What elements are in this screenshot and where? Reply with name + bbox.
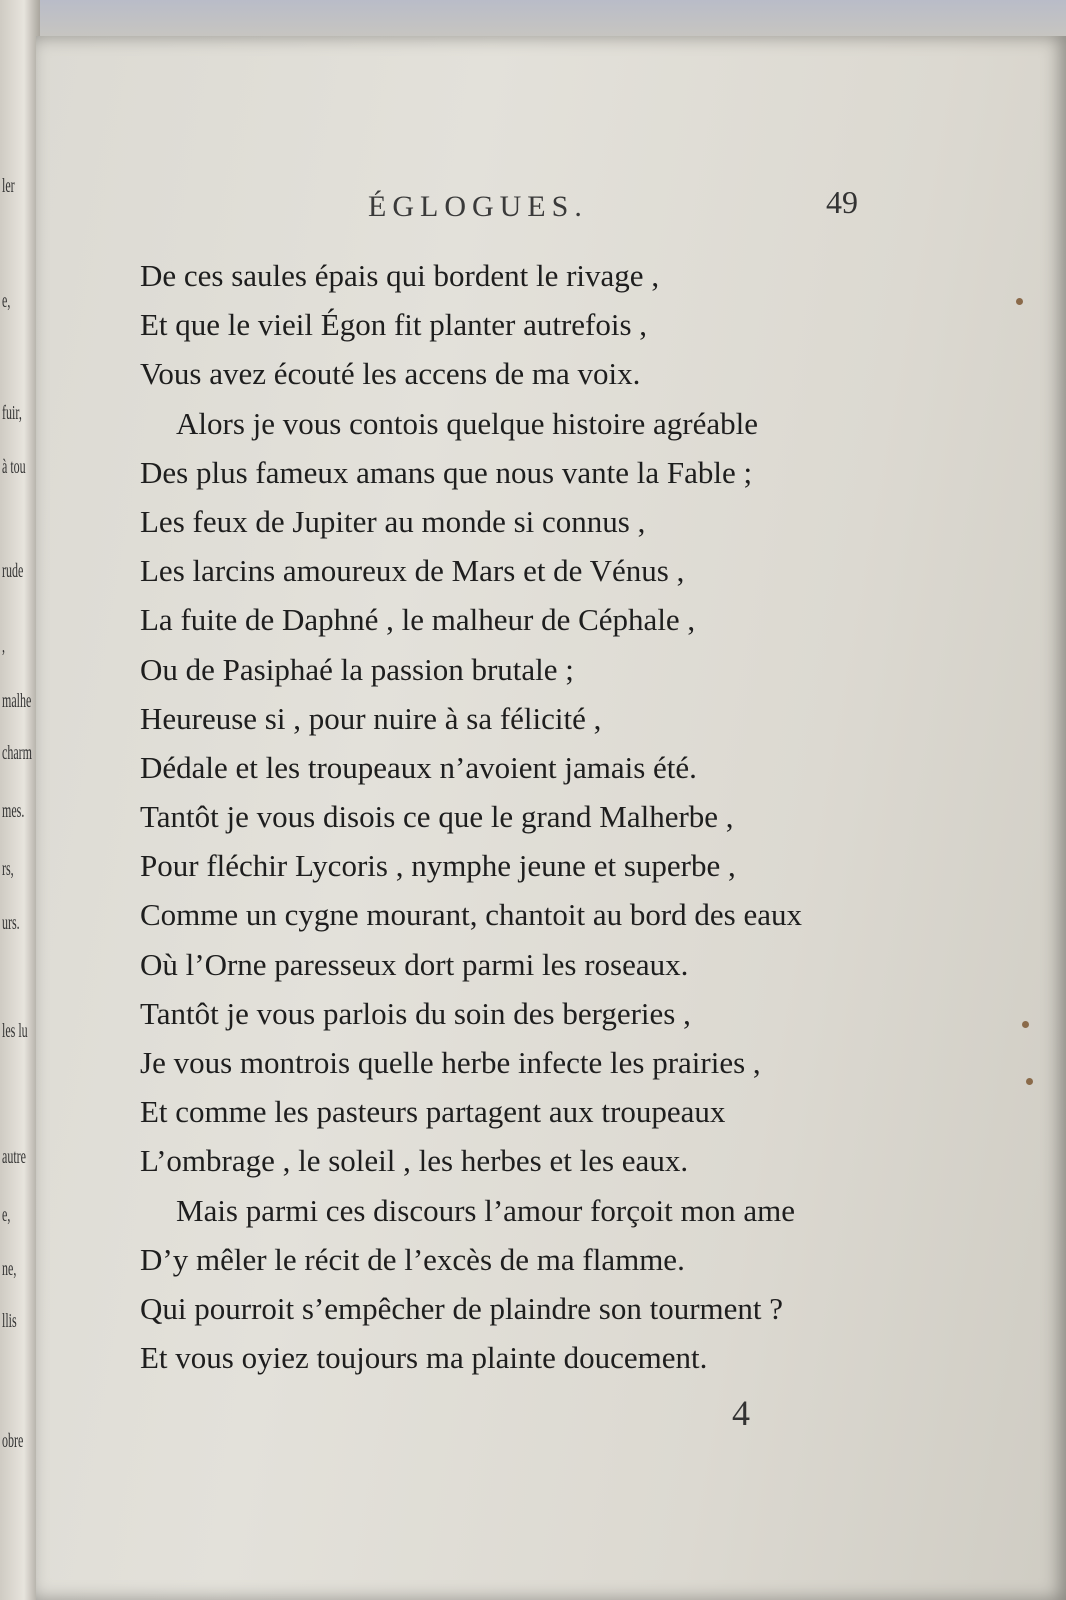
left-leaf-fragment: mes. <box>2 800 25 822</box>
left-leaf-fragment: obre <box>2 1430 24 1452</box>
poem-line: Et que le vieil Égon fit planter autrefois , <box>140 307 648 343</box>
left-leaf-fragment: malhe <box>2 690 32 712</box>
poem-line: Les feux de Jupiter au monde si connus , <box>140 503 646 539</box>
left-leaf-fragment: urs. <box>2 912 20 934</box>
poem-line: Vous avez écouté les accens de ma voix. <box>140 356 641 392</box>
left-page-edge <box>0 0 40 1600</box>
left-leaf-fragment: e, <box>2 290 11 312</box>
left-leaf-fragment: e, <box>2 1204 11 1226</box>
poem-line: Pour fléchir Lycoris , nymphe jeune et superbe , <box>140 848 736 884</box>
page-number: 49 <box>826 184 858 220</box>
left-leaf-fragment: rude <box>2 560 24 582</box>
left-leaf-fragment: , <box>2 635 5 657</box>
poem-line: Comme un cygne mourant, chantoit au bord des eaux <box>140 897 803 933</box>
poem-line: La fuite de Daphné , le malheur de Céphale , <box>140 602 696 638</box>
poem-line: Où l’Orne paresseux dort parmi les roseaux. <box>140 946 689 982</box>
left-leaf-fragment: ler <box>2 175 15 197</box>
left-leaf-fragment: autre <box>2 1146 26 1168</box>
left-leaf-fragment: charm <box>2 742 32 764</box>
poem-line: Qui pourroit s’empêcher de plaindre son tourment ? <box>140 1290 784 1326</box>
poem-line: Les larcins amoureux de Mars et de Vénus , <box>140 553 685 589</box>
left-leaf-fragment: ne, <box>2 1258 17 1280</box>
left-leaf-fragment: rs, <box>2 858 14 880</box>
poem-line: Tantôt je vous parlois du soin des bergeries , <box>140 995 691 1031</box>
poem-line: Mais parmi ces discours l’amour forçoit mon ame <box>176 1192 795 1228</box>
left-leaf-fragment: à tou <box>2 456 26 478</box>
left-leaf-fragment: llis <box>2 1310 17 1332</box>
top-shadow <box>0 0 1066 40</box>
poem-line: Et vous oyiez toujours ma plainte doucement. <box>140 1340 708 1376</box>
running-header: ÉGLOGUES. <box>368 190 588 223</box>
poem-line: Et comme les pasteurs partagent aux troupeaux <box>140 1094 726 1130</box>
poem-line: L’ombrage , le soleil , les herbes et les eaux. <box>140 1143 689 1179</box>
poem-line: Dédale et les troupeaux n’avoient jamais été. <box>140 749 697 785</box>
poem-line: Tantôt je vous disois ce que le grand Malherbe , <box>140 799 734 835</box>
left-leaf-fragment: les lu <box>2 1020 28 1042</box>
poem-line: Ou de Pasiphaé la passion brutale ; <box>140 651 574 687</box>
poem-text <box>140 258 1040 1389</box>
poem-line: Alors je vous contois quelque histoire agréable <box>176 405 758 441</box>
poem-line: De ces saules épais qui bordent le rivage , <box>140 258 660 293</box>
poem-line: Je vous montrois quelle herbe infecte les prairies , <box>140 1045 761 1080</box>
poem-line: Des plus fameux amans que nous vante la Fable ; <box>140 454 753 490</box>
signature-mark: 4 <box>732 1393 750 1433</box>
poem-line: D’y mêler le récit de l’excès de ma flamme. <box>140 1241 685 1277</box>
poem-line: Heureuse si , pour nuire à sa félicité , <box>140 700 602 736</box>
left-leaf-fragment: fuir, <box>2 402 22 424</box>
